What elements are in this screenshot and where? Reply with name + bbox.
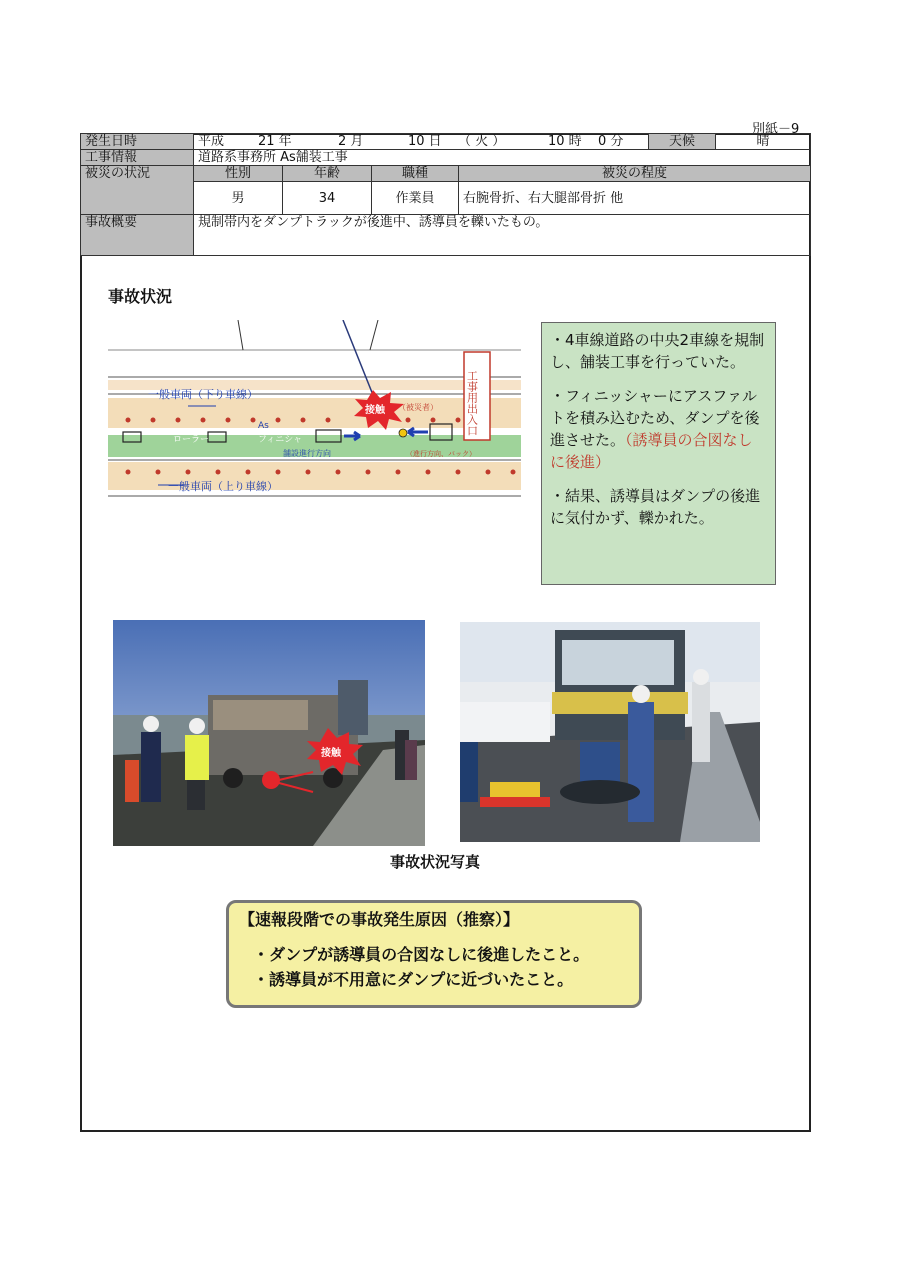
victim-header-row — [81, 166, 811, 182]
accident-diagram — [108, 320, 521, 518]
victim-label: （被災者） — [398, 403, 438, 412]
date-label: 発生日時 — [81, 134, 194, 150]
cause-box — [226, 900, 642, 1008]
job-value: 作業員 — [372, 182, 459, 215]
weather-value: 晴 — [716, 134, 811, 150]
cause-title: 【速報段階での事故発生原因（推察）】 — [239, 910, 520, 929]
document-number: 別紙－9 — [752, 122, 800, 137]
era: 平成 — [198, 134, 225, 149]
date-value-cell — [194, 134, 649, 150]
worker-2 — [185, 735, 209, 780]
cause-line-2: ・誘導員が不用意にダンプに近づいたこと。 — [253, 970, 574, 989]
section-title: 事故状況 — [108, 287, 173, 306]
cause-line-1: ・ダンプが誘導員の合図なしに後進したこと。 — [253, 945, 590, 964]
roller-label: ローラー — [173, 435, 210, 445]
minute: 0 分 — [598, 134, 624, 149]
col-age: 年齢 — [283, 166, 372, 182]
col-injury: 被災の程度 — [459, 166, 811, 182]
work-label: 工事情報 — [81, 150, 194, 166]
gate-label: 工事用出入口 — [465, 370, 479, 436]
year: 21 年 — [258, 134, 292, 149]
summary-label: 事故概要 — [81, 215, 194, 256]
photo1-contact-label: 接触 — [321, 748, 341, 759]
summary-value: 規制帯内をダンプトラックが後進中、誘導員を轢いたもの。 — [194, 215, 811, 256]
info-table — [80, 133, 811, 256]
rescuer-1 — [460, 742, 478, 802]
month: 2 月 — [338, 134, 364, 149]
note-2 — [550, 385, 767, 473]
weekday: （ 火 ） — [458, 134, 506, 149]
impact-marker-icon — [262, 771, 280, 789]
note-1: ・4車線道路の中央2車線を規制し、舗装工事を行っていた。 — [550, 331, 765, 371]
dump-note-label: （進行方向、バック） — [406, 450, 476, 458]
note-2-text: ・フィニッシャーにアスファルトを積み込むため、ダンプを後進させた。 — [550, 387, 760, 449]
lane-up-label: 一般車両（上り車線） — [168, 480, 278, 493]
date-row — [81, 134, 811, 150]
upper-lane-band — [108, 398, 521, 428]
situation-notes — [541, 322, 776, 585]
rescuer-2 — [628, 702, 654, 822]
direction-label: 舗設進行方向 — [283, 449, 331, 458]
col-sex: 性別 — [194, 166, 283, 182]
summary-row — [81, 215, 811, 256]
victim-label: 被災の状況 — [81, 166, 194, 215]
accident-photo-1 — [113, 620, 425, 846]
injury-value: 右腕骨折、右大腿部骨折 他 — [459, 182, 811, 215]
rescuer-3 — [692, 682, 710, 762]
photo-caption: 事故状況写真 — [390, 853, 481, 871]
accident-photo-2 — [460, 622, 760, 842]
work-value: 道路系事務所 As舗装工事 — [194, 150, 811, 166]
note-2-highlight: （誘導員の合図なしに後進） — [550, 431, 753, 471]
weather-label: 天候 — [649, 134, 716, 150]
note-3: ・結果、誘導員はダンプの後進に気付かず、轢かれた。 — [550, 487, 761, 527]
finisher-label: フィニシャ — [258, 435, 303, 445]
finisher-as-label: As — [258, 421, 269, 431]
age-value: 34 — [283, 182, 372, 215]
diagram-contact-label: 接触 — [365, 405, 385, 416]
work-row — [81, 150, 811, 166]
hour: 10 時 — [548, 134, 582, 149]
lane-down-label: 一般車両（下り車線） — [148, 388, 258, 401]
sex-value: 男 — [194, 182, 283, 215]
col-job: 職種 — [372, 166, 459, 182]
worker-1 — [141, 732, 161, 802]
victim-icon — [399, 429, 407, 437]
day: 10 日 — [408, 134, 442, 149]
